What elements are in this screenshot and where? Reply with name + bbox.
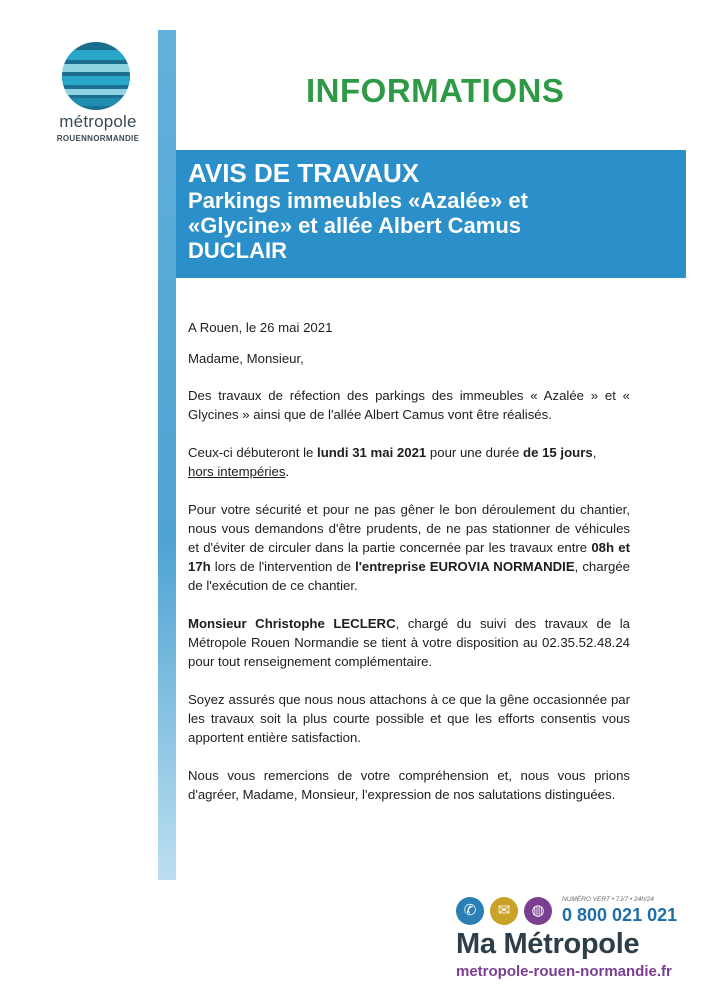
footer-contact-icons xyxy=(456,897,556,927)
letter-date: A Rouen, le 26 mai 2021 xyxy=(188,320,333,335)
title-line-2: «Glycine» et allée Albert Camus xyxy=(188,213,521,238)
web-icon: ◍ xyxy=(524,897,552,925)
title-town: DUCLAIR xyxy=(188,238,287,263)
paragraph-apology: Soyez assurés que nous nous attachons à ce que la gêne occasionnée par les travaux soit la plus courte possible et que les efforts consentis vous apportent entière satisfaction. xyxy=(188,692,630,745)
footer-brand: Ma Métropole xyxy=(456,928,640,960)
letter-body xyxy=(188,318,630,823)
footer-website: metropole-rouen-normandie.fr xyxy=(456,963,672,980)
logo-name: métropole xyxy=(59,112,137,131)
paragraph-works: Des travaux de réfection des parkings des immeubles « Azalée » et « Glycines » ainsi que de l'allée Albert Camus vont être réalisés. xyxy=(188,388,630,422)
mail-icon: ✉ xyxy=(490,897,518,925)
title-banner xyxy=(176,150,686,278)
logo-subtitle: ROUENNORMANDIE xyxy=(56,134,140,143)
metropole-logo xyxy=(48,38,148,148)
paragraph-contact: Monsieur Christophe LECLERC, chargé du suivi des travaux de la Métropole Rouen Normandie se tient à votre disposition au 02.35.52.48.24 pour tout renseignement complémentaire. xyxy=(188,616,630,669)
paragraph-closing: Nous vous remercions de votre compréhension et, nous vous prions d'agréer, Madame, Monsieur, l'expression de nos salutations distinguées. xyxy=(188,768,630,802)
phone-icon: ✆ xyxy=(456,897,484,925)
paragraph-safety: Pour votre sécurité et pour ne pas gêner le bon déroulement du chantier, nous vous demandons d'être prudents, de ne pas stationner de véhicules et d'éviter de circuler dans la partie concernée par les travaux entre 08h et 17h lors de l'intervention de l'entreprise EUROVIA NORMANDIE, chargée de l'exécution de ce chantier. xyxy=(188,502,630,593)
title-main: AVIS DE TRAVAUX xyxy=(188,158,420,188)
title-line-1: Parkings immeubles «Azalée» et xyxy=(188,188,528,213)
letter-salutation: Madame, Monsieur, xyxy=(188,351,304,366)
side-color-band xyxy=(158,30,176,880)
paragraph-dates: Ceux-ci débuteront le lundi 31 mai 2021 pour une durée de 15 jours, hors intempéries. xyxy=(188,445,597,479)
page-heading: INFORMATIONS xyxy=(306,72,565,109)
numero-vert-label: NUMÉRO VERT • 7J/7 • 24h/24 xyxy=(562,896,654,903)
footer-phone: 0 800 021 021 xyxy=(562,905,678,925)
logo-globe-icon xyxy=(62,42,130,110)
